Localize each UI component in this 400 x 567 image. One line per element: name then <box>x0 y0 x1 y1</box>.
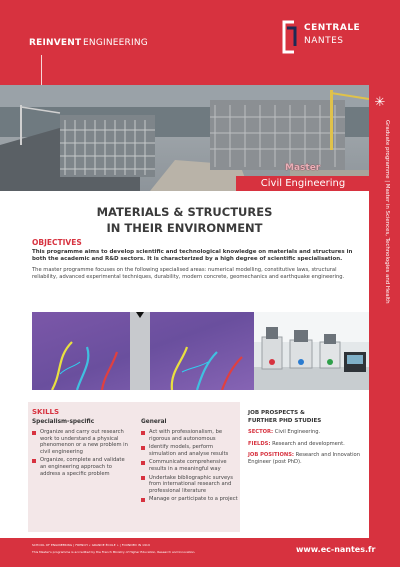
page-title-line2: IN THEIR ENVIRONMENT <box>106 221 263 235</box>
general-skills-list <box>141 429 239 505</box>
objectives-lead: This programme aims to develop scientific and technological knowledge on materials and structures in both the academic and R&D sectors. It is characterized by a high degree of scientific specialisation. <box>32 249 353 263</box>
list-item-text: Organize and carry out research work to understand a physical phenomenon or a new problem in civil engineering <box>40 429 128 455</box>
engineering-logo-text: ENGINEERING <box>83 38 148 48</box>
list-item-text: Communicate comprehensive results in a meaningful way <box>149 459 227 472</box>
master-label: Master <box>285 163 321 173</box>
jobs-heading-line1: JOB PROSPECTS & <box>248 410 305 416</box>
concrete-crack-simulation-image <box>32 312 254 390</box>
list-item <box>141 429 239 442</box>
job-positions-value: Research and Innovation Engineer (post PhD). <box>248 452 360 465</box>
institution-name-line2: NANTES <box>304 36 344 46</box>
lab-image <box>254 312 369 390</box>
square-bullet-icon <box>32 459 36 463</box>
programme-vertical-label: Graduate programme | Master in Sciences, Technologies and Health <box>384 120 390 304</box>
list-item-text: Identify models, perform simulation and analyse results <box>149 444 229 457</box>
footer-accreditation: This Master's programme is accredited by the French Ministry of Higher Education, Research and Innovation. <box>32 550 196 554</box>
reinvent-logo: REINVENT <box>29 38 82 48</box>
list-item-text: Act with professionalism, be rigorous and autonomous <box>149 429 223 442</box>
asterisk-icon: ✳ <box>374 95 386 110</box>
specialism-specific-heading: Specialism-specific <box>32 419 95 425</box>
square-bullet-icon <box>32 431 36 435</box>
programme-name-banner: Civil Engineering <box>236 176 370 191</box>
job-sector <box>248 429 366 436</box>
square-bullet-icon <box>141 476 145 480</box>
square-bullet-icon <box>141 498 145 502</box>
lab-equipment-image <box>254 312 369 390</box>
footer-school-line: SCHOOL OF ENGINEERING | FRENCH « GRANDE ÉCOLE » | FOUNDED IN 1919 <box>32 543 150 547</box>
website-link[interactable]: www.ec-nantes.fr <box>296 545 376 554</box>
list-item <box>141 444 239 457</box>
jobs-heading-line2: FURTHER PHD STUDIES <box>248 418 322 424</box>
list-item <box>32 457 132 477</box>
centrale-nantes-logo <box>281 20 361 56</box>
general-skills-heading: General <box>141 419 167 425</box>
specialism-skills-list <box>32 429 132 479</box>
square-bullet-icon <box>141 446 145 450</box>
square-bullet-icon <box>141 431 145 435</box>
job-positions-key: JOB POSITIONS: <box>248 452 295 458</box>
list-item <box>32 429 132 455</box>
job-fields-key: FIELDS: <box>248 441 271 447</box>
list-item-text: Undertake bibliographic surveys from international research and professional literature <box>149 474 233 494</box>
job-sector-value: Civil Engineering. <box>274 429 321 435</box>
list-item <box>141 459 239 472</box>
list-item <box>141 475 239 495</box>
header-divider <box>41 55 42 85</box>
page-title-line1: MATERIALS & STRUCTURES <box>96 205 273 219</box>
square-bullet-icon <box>141 461 145 465</box>
simulation-image <box>32 312 254 390</box>
side-vertical-text-wrap <box>378 120 392 370</box>
job-fields <box>248 441 366 448</box>
job-positions <box>248 452 366 465</box>
institution-name-line1: CENTRALE <box>304 23 361 33</box>
skills-heading: SKILLS <box>32 408 60 416</box>
objectives-body: The master programme focuses on the following specialised areas: numerical modelling, constitutive laws, structural reliability, advanced experimental techniques, durability, modern concrete, geomechanics and earthquake engineering. <box>32 267 345 280</box>
centrale-nantes-mark-icon <box>281 20 297 54</box>
list-item-text: Organize, complete and validate an engineering approach to address a specific problem <box>40 457 125 477</box>
list-item-text: Manage or participate to a project <box>149 496 238 503</box>
objectives-heading: OBJECTIVES <box>32 238 82 247</box>
job-sector-key: SECTOR: <box>248 429 274 435</box>
job-fields-value: Research and development. <box>272 441 345 447</box>
list-item <box>141 496 239 503</box>
